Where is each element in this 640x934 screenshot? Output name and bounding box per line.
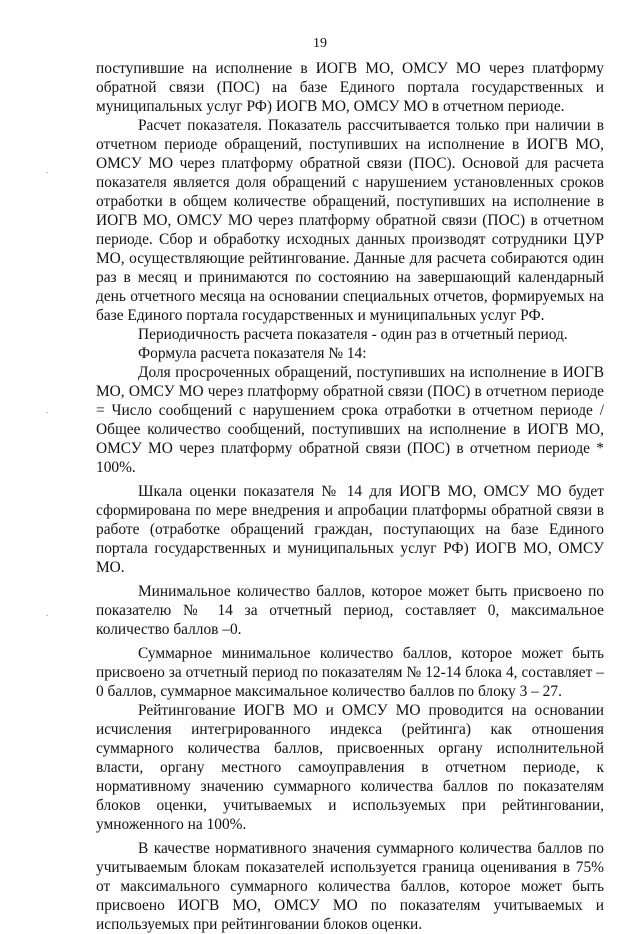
- margin-mark: [46, 412, 48, 413]
- paragraph-periodicity: Периодичность расчета показателя - один раз в отчетный период.: [138, 326, 568, 343]
- paragraph-scale: Шкала оценки показателя № 14 для ИОГВ МО, ОМСУ МО будет сформирована по мере внедрения и апробации платформы обратной связи в работе (отработке обращений граждан, поступающих на базе Единого портала государственных и муниципальных услуг РФ) ИОГВ МО, ОМСУ МО.: [96, 483, 604, 576]
- paragraph-formula: Доля просроченных обращений, поступивших на исполнение в ИОГВ МО, ОМСУ МО через платформу обратной связи (ПОС) в отчетном периоде = Число сообщений с нарушением срока отработки в отчетном периоде / Общее количество сообщений, поступивших на исполнение в ИОГВ МО, ОМСУ МО через платформу обратной связи (ПОС) в отчетном периоде * 100%.: [96, 364, 604, 476]
- margin-mark: [46, 615, 48, 616]
- paragraph-rating: Рейтингование ИОГВ МО и ОМСУ МО проводится на основании исчисления интегрированного индекса (рейтинга) как отношения суммарного количества баллов, присвоенных органу исполнительной власти, органу местного самоуправления в отчетном периоде, к нормативному значению суммарного количества баллов по показателям блоков оценки, учитываемых и используемых при рейтинговании, умноженного на 100%.: [96, 702, 604, 833]
- paragraph-calculation: Расчет показателя. Показатель рассчитывается только при наличии в отчетном периоде обращений, поступивших на исполнение в ИОГВ МО, ОМСУ МО через платформу обратной связи (ПОС). Основой для расчета показателя является доля обращений с нарушением установленных сроков отработки в общем количестве обращений, поступивших на исполнение в ИОГВ МО, ОМСУ МО через платформу обратной связи (ПОС) в отчетном периоде. Сбор и обработку исходных данных производят сотрудники ЦУР МО, осуществляющие рейтингование. Данные для расчета собираются один раз в месяц и принимаются по состоянию на завершающий календарный день отчетного месяца на основании специальных отчетов, формируемых на базе Единого портала государственных и муниципальных услуг РФ.: [96, 117, 604, 324]
- body-text: [96, 59, 604, 934]
- paragraph-normative-value: В качестве нормативного значения суммарного количества баллов по учитываемым блокам показателей используется граница оценивания в 75% от максимального суммарного количества баллов, которое может быть присвоено ИОГВ МО, ОМСУ МО по показателям учитываемых и используемых при рейтинговании блоков оценки.: [96, 840, 604, 933]
- paragraph-formula-heading: Формула расчета показателя № 14:: [138, 345, 367, 362]
- paragraph-continuation: поступившие на исполнение в ИОГВ МО, ОМСУ МО через платформу обратной связи (ПОС) на базе Единого портала государственных и муниципальных услуг РФ) ИОГВ МО, ОМСУ МО в отчетном периоде.: [96, 60, 604, 115]
- page-number: 19: [313, 36, 327, 51]
- paragraph-min-score: Минимальное количество баллов, которое может быть присвоено по показателю № 14 за отчетный период, составляет 0, максимальное количество баллов –0.: [96, 583, 604, 638]
- margin-mark: [46, 172, 48, 173]
- paragraph-total-score: Суммарное минимальное количество баллов, которое может быть присвоено за отчетный период по показателям № 12-14 блока 4, составляет – 0 баллов, суммарное максимальное количество баллов по блоку 3 – 27.: [96, 645, 604, 700]
